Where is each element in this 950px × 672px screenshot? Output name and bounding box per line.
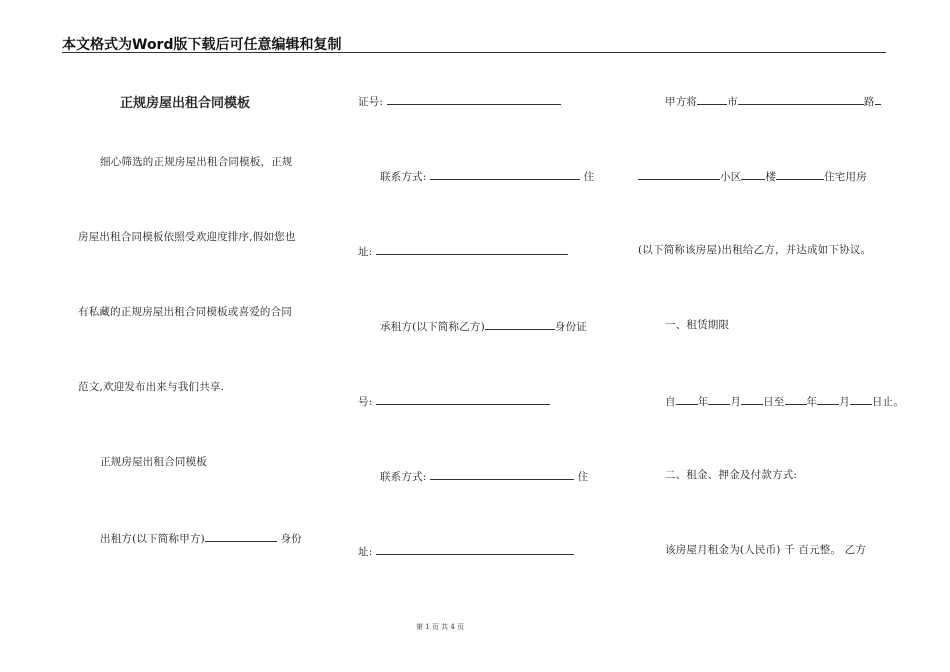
lessee-id-blank: [376, 393, 550, 405]
rent-amount-line: 该房屋月租金为(人民币) 千 百元整。 乙方: [665, 544, 867, 556]
paragraph-line: 范文,欢迎发布出来与我们共享.: [78, 381, 225, 393]
text-segment: 住宅用房: [824, 171, 867, 183]
text-segment: 年: [806, 396, 818, 408]
text-segment: 市: [727, 96, 738, 108]
text-segment: 日至: [763, 396, 785, 408]
document-header: 本文格式为Word版下载后可任意编辑和复制: [62, 37, 342, 53]
agreement-line: (以下简称该房屋)出租给乙方，并达成如下协议。: [638, 244, 872, 256]
address-line: [358, 243, 568, 259]
text-segment: 楼: [765, 171, 777, 183]
text-segment: 日止。: [871, 396, 905, 408]
lessee-name-blank: [485, 318, 555, 330]
lessee-address-line: [358, 543, 574, 559]
blank: [776, 168, 824, 180]
blank: [697, 93, 727, 105]
blank: [638, 168, 720, 180]
lessor-label: 出租方(以下简称甲方): [100, 533, 205, 545]
lessee-label: 承租方(以下简称乙方): [380, 321, 485, 333]
property-address-line: [638, 168, 867, 184]
text-segment: 年: [697, 396, 709, 408]
blank: [738, 93, 864, 105]
contact-line: [380, 168, 594, 184]
lessee-contact-label: 联系方式:: [380, 471, 427, 483]
text-segment: 月: [839, 396, 850, 408]
section-heading: 正规房屋出租合同模板: [100, 456, 207, 468]
id-label-part: 身份: [280, 533, 302, 545]
paragraph-line: 有私藏的正规房屋出租合同模板或喜爱的合同: [78, 306, 292, 318]
section-rent-deposit: 二、租金、押金及付款方式:: [665, 469, 798, 481]
id-number-line: [358, 93, 561, 109]
header-rule: [62, 52, 886, 53]
blank: [817, 393, 839, 405]
lessee-contact-blank: [430, 468, 574, 480]
blank: [741, 168, 765, 180]
lessee-address-label-part: 住: [577, 471, 589, 483]
paragraph-line: 房屋出租合同模板依照受欢迎度排序,假如您也: [78, 231, 296, 243]
address-blank: [376, 243, 568, 255]
blank: [676, 393, 698, 405]
lessee-line: [380, 318, 587, 334]
lessee-id-line: [358, 393, 550, 409]
paragraph-line: 细心筛选的正规房屋出租合同模板，正规: [100, 156, 293, 168]
section-lease-term: 一、租赁期限: [665, 319, 730, 331]
lease-dates-line: [665, 393, 904, 409]
contact-blank: [430, 168, 580, 180]
lessor-name-blank: [205, 530, 277, 542]
text-segment: 自: [665, 396, 676, 408]
address-label: 址:: [358, 246, 373, 258]
lessee-address-blank: [376, 543, 574, 555]
lessee-contact-line: [380, 468, 588, 484]
id-number-label: 证号:: [358, 96, 384, 108]
text-segment: 路: [863, 96, 875, 108]
property-location-line: [665, 93, 881, 109]
contact-label: 联系方式:: [380, 171, 427, 183]
address-label-part: 住: [583, 171, 595, 183]
blank: [741, 393, 763, 405]
blank: [875, 93, 881, 105]
text-segment: 小区: [720, 171, 742, 183]
id-number-blank: [387, 93, 561, 105]
blank: [785, 393, 807, 405]
lessor-line: [100, 530, 302, 546]
blank: [708, 393, 730, 405]
page-number: 第 1 页 共 4 页: [415, 623, 465, 631]
page-title: 正规房屋出租合同模板: [120, 96, 251, 111]
id-card-label: 身份证: [554, 321, 588, 333]
lessee-address-label: 址:: [358, 546, 373, 558]
text-segment: 月: [730, 396, 742, 408]
blank: [850, 393, 872, 405]
lessee-id-label: 号:: [358, 396, 373, 408]
text-segment: 甲方将: [665, 96, 698, 108]
